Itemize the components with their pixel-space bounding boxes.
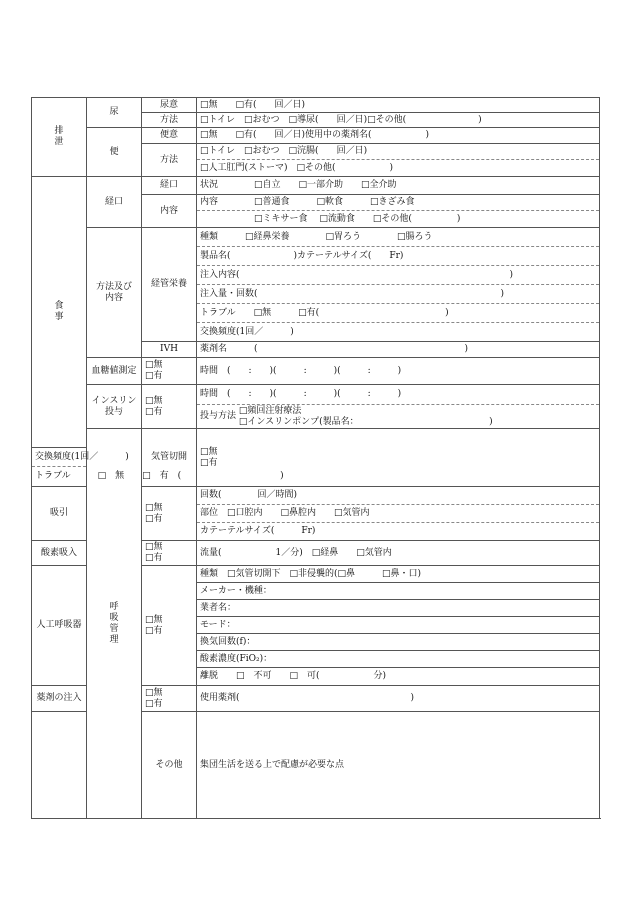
- section-excretion-label: 排 泄: [54, 126, 64, 147]
- section-respiration-label: 呼 吸 管 理: [109, 601, 119, 645]
- drug-injection-checkbox[interactable]: [142, 686, 197, 712]
- urine-method-label: 方法: [142, 113, 197, 128]
- oral-status-field[interactable]: 状況 □自立 □一部介助 □全介助: [197, 177, 600, 195]
- insulin-label: [87, 385, 142, 429]
- insulin-checkbox[interactable]: [142, 385, 197, 429]
- urine-intent-field[interactable]: □無 □有( 回／日): [197, 98, 600, 113]
- other-blank-cell: [32, 712, 87, 819]
- oral-content-field-2[interactable]: □ミキサー食 □流動食 □その他( ): [197, 211, 600, 228]
- other-label: その他: [142, 712, 197, 819]
- section-respiration: [87, 429, 142, 819]
- urine-method-field[interactable]: □トイレ □おむつ □導尿( 回／日)□その他( ): [197, 113, 600, 128]
- stool-intent-label: 便意: [142, 128, 197, 144]
- stool-method-field-2[interactable]: □人工肛門(ストーマ) □その他( ): [197, 160, 600, 177]
- stool-intent-field[interactable]: □無 □有( 回／日)使用中の薬剤名( ): [197, 128, 600, 144]
- section-excretion: [32, 98, 87, 177]
- ventilator-maker-field[interactable]: メーカー・機種：: [197, 583, 600, 600]
- trach-exchange-field[interactable]: 交換頻度(1回／ ): [32, 448, 87, 467]
- drug-injection-label: 薬剤の注入: [32, 686, 87, 712]
- oral-content-field-1[interactable]: 内容 □普通食 □軟食 □きざみ食: [197, 195, 600, 211]
- ventilator-fio2-field[interactable]: 酸素濃度(FiO₂)：: [197, 651, 600, 668]
- oxygen-checkbox[interactable]: [142, 541, 197, 566]
- urine-label: 尿: [87, 98, 142, 128]
- tube-trouble-field[interactable]: トラブル □無 □有( ): [197, 304, 600, 323]
- stool-label: 便: [87, 128, 142, 177]
- method-content-text: 方法及び 内容: [95, 281, 132, 303]
- other-notes-field[interactable]: 集団生活を送る上で配慮が必要な点: [197, 712, 600, 819]
- suction-catheter-field[interactable]: カテーテルサイズ( Fr): [197, 523, 600, 541]
- insulin-label-text: インスリン 投与: [91, 395, 137, 417]
- ventilator-checkbox[interactable]: [142, 566, 197, 686]
- insulin-method-label: 投与方法: [200, 411, 237, 421]
- ventilator-check-text: □無 □有: [145, 614, 163, 636]
- oral-status-label: 経口: [142, 177, 197, 195]
- trach-trouble-field[interactable]: トラブル □ 無 □ 有 ( ): [32, 467, 87, 487]
- suction-count-field[interactable]: 回数( 回／時間): [197, 487, 600, 505]
- tube-amount-field[interactable]: 注入量・回数( ): [197, 285, 600, 304]
- health-form-sheet: [31, 97, 599, 819]
- ventilator-type-field[interactable]: 種類 □気管切開下 □非侵襲的(□鼻 □鼻・口): [197, 566, 600, 583]
- glucose-checkbox[interactable]: [142, 358, 197, 385]
- ivh-field[interactable]: 薬剤名 ( ): [197, 342, 600, 358]
- trach-label: 気管切開: [142, 429, 197, 487]
- ventilator-mode-field[interactable]: モード：: [197, 617, 600, 634]
- ventilator-vendor-field[interactable]: 業者名：: [197, 600, 600, 617]
- insulin-method-option-1[interactable]: □頻回注射療法: [238, 405, 302, 416]
- insulin-method-option-2[interactable]: □インスリンポンプ(製品名： ): [238, 416, 493, 427]
- section-meal-label: 食 事: [54, 301, 64, 322]
- suction-checkbox[interactable]: [142, 487, 197, 541]
- stool-method-label: 方法: [142, 144, 197, 177]
- insulin-check-text: □無 □有: [145, 395, 163, 417]
- tube-feeding-label: 経管栄養: [142, 228, 197, 342]
- suction-site-field[interactable]: 部位 □口腔内 □鼻腔内 □気管内: [197, 505, 600, 523]
- insulin-method-field[interactable]: [197, 405, 600, 429]
- ivh-label: IVH: [142, 342, 197, 358]
- suction-check-text: □無 □有: [145, 502, 163, 524]
- insulin-time-field[interactable]: 時間 ( : )( : )( : ): [197, 385, 600, 405]
- urine-intent-label: 尿意: [142, 98, 197, 113]
- ventilator-label: 人工呼吸器: [32, 566, 87, 686]
- stool-method-field-1[interactable]: □トイレ □おむつ □浣腸( 回／日): [197, 144, 600, 160]
- oxygen-label: 酸素吸入: [32, 541, 87, 566]
- glucose-check-text: □無 □有: [145, 360, 163, 381]
- tube-injection-field[interactable]: 注入内容( ): [197, 266, 600, 285]
- glucose-time-field[interactable]: 時間 ( : )( : )( : ): [197, 358, 600, 385]
- tube-type-field[interactable]: 種類 □経鼻栄養 □胃ろう □腸ろう: [197, 228, 600, 247]
- ventilator-rate-field[interactable]: 換気回数(f)：: [197, 634, 600, 651]
- glucose-label: 血糖値測定: [87, 358, 142, 385]
- drug-injection-field[interactable]: 使用薬剤( ): [197, 686, 600, 712]
- care-form-table: [31, 97, 600, 819]
- oral-label: 経口: [87, 177, 142, 228]
- oxygen-check-text: □無 □有: [145, 542, 163, 563]
- tube-exchange-field[interactable]: 交換頻度(1回／ ): [197, 323, 600, 342]
- oral-content-label: 内容: [142, 195, 197, 228]
- ventilator-weaning-field[interactable]: 離脱 □ 不可 □ 可( 分): [197, 668, 600, 686]
- method-content-label: [87, 228, 142, 358]
- oxygen-flow-field[interactable]: 流量( 1／分) □経鼻 □気管内: [197, 541, 600, 566]
- tube-product-field[interactable]: 製品名( )カテーテルサイズ( Fr): [197, 247, 600, 266]
- section-meal: [32, 177, 87, 448]
- trach-check-text: □無 □有: [200, 446, 218, 468]
- suction-label: 吸引: [32, 487, 87, 541]
- drug-check-text: □無 □有: [145, 687, 163, 709]
